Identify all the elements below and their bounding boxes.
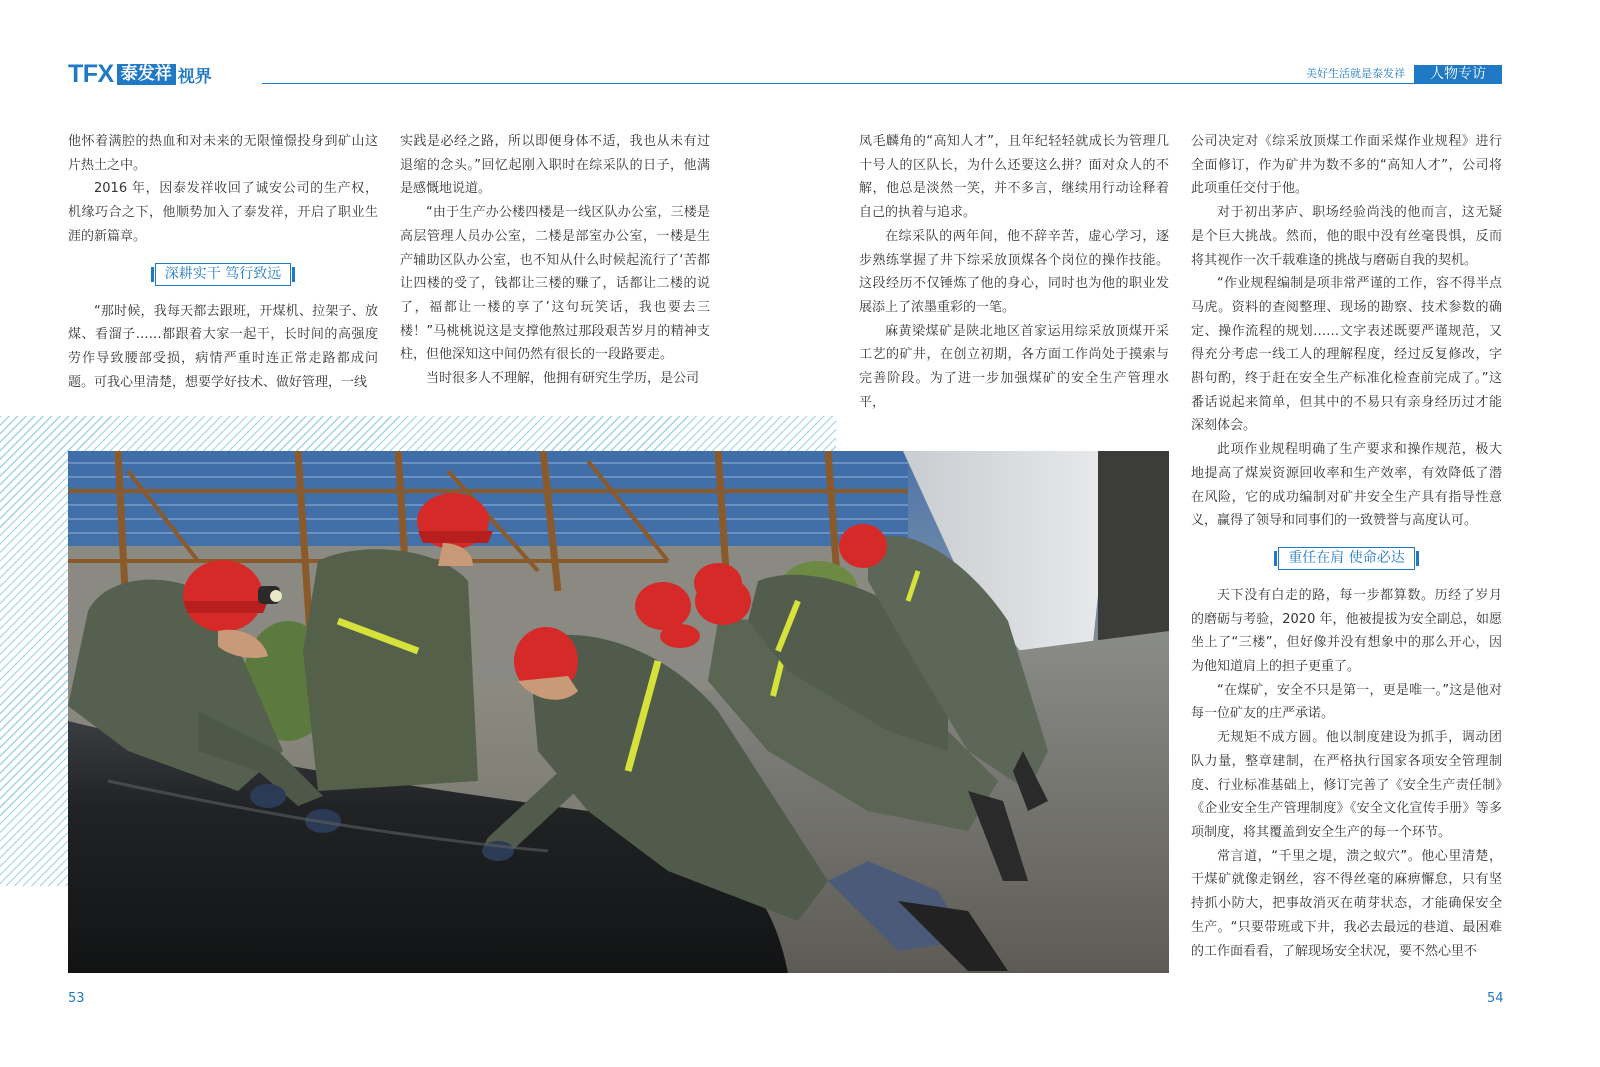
- paragraph: “在煤矿，安全不只是第一，更是唯一。”这是他对每一位矿友的庄严承诺。: [1191, 682, 1502, 722]
- header-slogan: 美好生活就是泰发祥: [1306, 67, 1405, 80]
- paragraph: 凤毛麟角的“高知人才”，且年纪轻轻就成长为管理几十号人的区队长，为什么还要这么拼？面对众人的不解，他总是淡然一笑，并不多言，继续用行动诠释着自己的执着与追求。: [859, 134, 1169, 221]
- paragraph: 公司决定对《综采放顶煤工作面采煤作业规程》进行全面修订，作为矿井为数不多的“高知人才”，公司将此项重任交付于他。: [1191, 134, 1502, 197]
- paragraph: 他怀着满腔的热血和对未来的无限憧憬投身到矿山这片热土之中。: [68, 134, 378, 173]
- paragraph: 当时很多人不理解，他拥有研究生学历，是公司: [426, 371, 700, 387]
- subheading-2: [1191, 547, 1502, 570]
- text-column-3: [859, 130, 1169, 414]
- paragraph: 此项作业规程明确了生产要求和操作规范，极大地提高了煤炭资源回收率和生产效率，有效降低了潜在风险，它的成功编制对矿井安全生产具有指导性意义，赢得了领导和同事们的一致赞誉与高度认可。: [1191, 442, 1502, 529]
- subheading-1: [68, 263, 378, 286]
- subheading-text: 重任在肩 使命必达: [1278, 547, 1414, 570]
- photo-illustration: [68, 451, 1169, 973]
- paragraph: 在综采队的两年间，他不辞辛苦，虚心学习，逐步熟练掌握了井下综采放顶煤各个岗位的操作技能。这段经历不仅锤炼了他的身心，同时也为他的职业发展添上了浓墨重彩的一笔。: [859, 228, 1169, 315]
- paragraph: 常言道，“千里之堤，溃之蚁穴”。他心里清楚，干煤矿就像走钢丝，容不得丝毫的麻痹懈怠，只有坚持抓小防大，把事故消灭在萌芽状态，才能确保安全生产。“只要带班或下井，我必去最远的巷道、最困难的工作面看看，了解现场安全状况，要不然心里不: [1191, 848, 1502, 959]
- paragraph: “作业规程编制是项非常严谨的工作，容不得半点马虎。资料的查阅整理、现场的勘察、技术参数的确定、操作流程的规划……文字表述既要严谨规范，又得充分考虑一线工人的理解程度，经过反复修改，字斟句酌，终于赶在安全生产标准化检查前完成了。”这番话说起来简单，但其中的不易只有亲身经历过才能深刻体会。: [1191, 276, 1502, 434]
- paragraph: “那时候，我每天都去跟班，开煤机、拉架子、放煤、看溜子……都跟着大家一起干，长时间的高强度劳作导致腰部受损，病情严重时连正常走路都成问题。可我心里清楚，想要学好技术、做好管理，一线: [68, 303, 378, 390]
- miners-photo: [68, 451, 1169, 973]
- paragraph: 对于初出茅庐、职场经验尚浅的他而言，这无疑是个巨大挑战。然而，他的眼中没有丝毫畏惧，反而将其视作一次千载难逢的挑战与磨砺自我的契机。: [1191, 205, 1502, 268]
- logo-view: 视界: [177, 66, 212, 87]
- text-column-2: [400, 130, 710, 391]
- paragraph: 麻黄梁煤矿是陕北地区首家运用综采放顶煤开采工艺的矿井，在创立初期，各方面工作尚处于摸索与完善阶段。为了进一步加强煤矿的安全生产管理水平，: [859, 323, 1169, 410]
- text-column-4: [1191, 130, 1502, 963]
- paragraph: 无规矩不成方圆。他以制度建设为抓手，调动团队力量，整章建制，在严格执行国家各项安全管理制度、行业标准基础上，修订完善了《安全生产责任制》《企业安全生产管理制度》《安全文化宣传手册》等多项制度，将其覆盖到安全生产的每一个环节。: [1191, 730, 1502, 840]
- subheading-text: 深耕实干 笃行致远: [155, 263, 291, 286]
- page-number-right: 54: [1487, 991, 1504, 1006]
- header-divider: [262, 83, 1500, 84]
- paragraph: 2016 年，因泰发祥收回了诚安公司的生产权，机缘巧合之下，他顺势加入了泰发祥，开启了职业生涯的新篇章。: [68, 181, 378, 244]
- page-number-left: 53: [68, 991, 85, 1006]
- logo-brand: 泰发祥: [117, 64, 176, 85]
- text-column-1: [68, 130, 378, 394]
- logo-tfx: TFX: [68, 60, 114, 88]
- section-tag: 人物专访: [1414, 65, 1502, 84]
- magazine-logo: [68, 62, 212, 86]
- dark-opening: [1098, 451, 1169, 641]
- paragraph: “由于生产办公楼四楼是一线区队办公室，三楼是高层管理人员办公室，二楼是部室办公室，一楼是生产辅助区队办公室，也不知从什么时候起流行了‘苦都让四楼的受了，钱都让三楼的赚了，话都让二楼的说了，福都让一楼的享了’这句玩笑话，我也要去三楼！”马桃桃说这是支撑他熬过那段艰苦岁月的精神支柱，但他深知这中间仍然有很长的一段路要走。: [400, 205, 710, 363]
- paragraph: 天下没有白走的路，每一步都算数。历经了岁月的磨砺与考验，2020 年，他被提拔为安全副总，如愿坐上了“三楼”，但好像并没有想象中的那么开心，因为他知道肩上的担子更重了。: [1191, 587, 1502, 675]
- paragraph: 实践是必经之路，所以即便身体不适，我也从未有过退缩的念头。”回忆起刚入职时在综采队的日子，他满是感慨地说道。: [400, 134, 710, 197]
